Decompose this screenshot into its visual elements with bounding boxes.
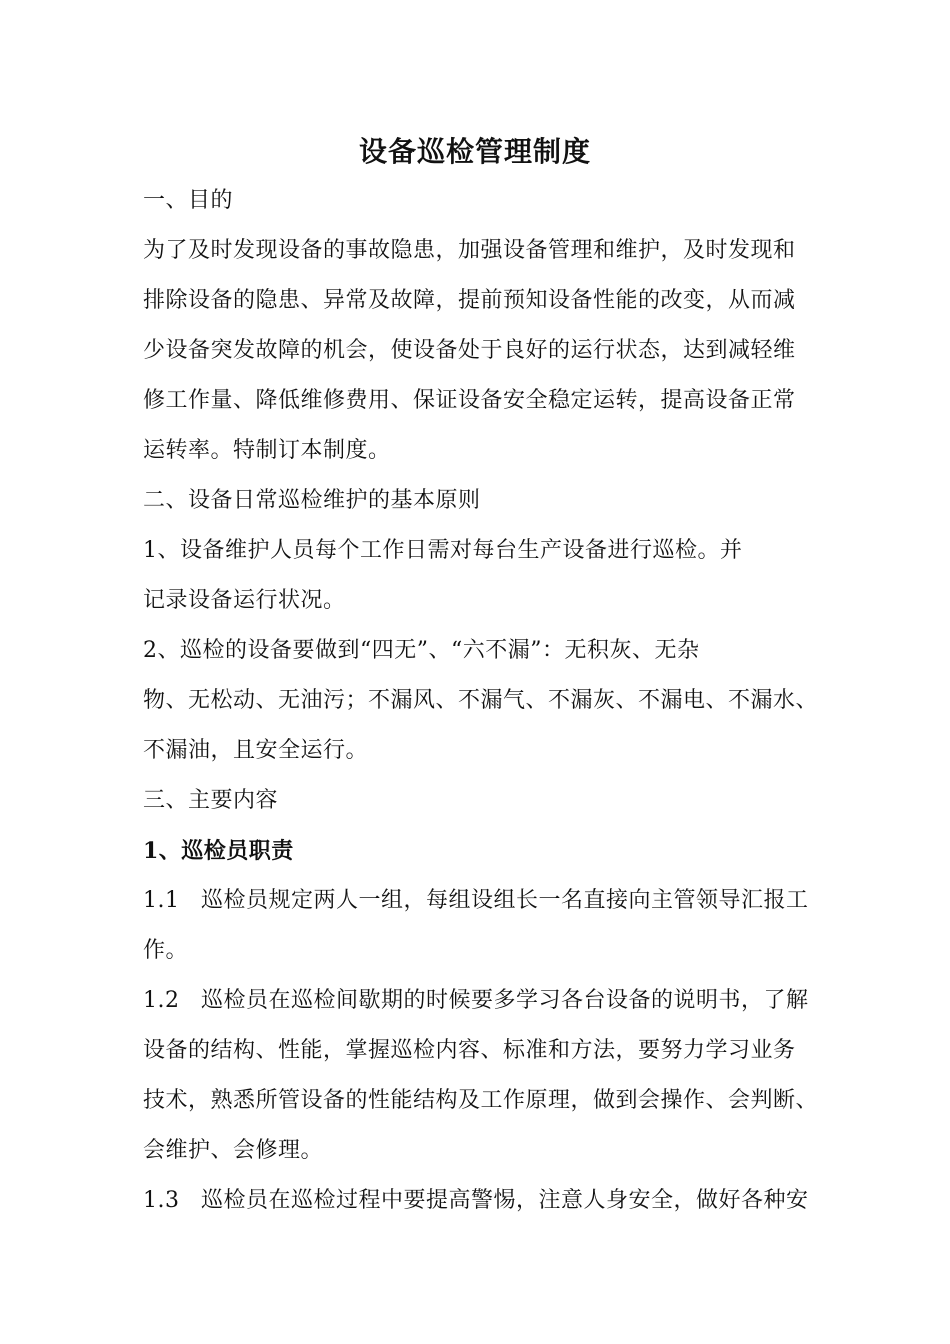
item-text: 巡检员在巡检过程中要提高警惕，注意人身安全，做好各种安 [201,1188,809,1213]
document-title: 设备巡检管理制度 [358,135,591,168]
section-heading-principles: 二、设备日常巡检维护的基本原则 [143,488,481,513]
section-heading-content: 三、主要内容 [143,788,279,813]
paragraph-line: 记录设备运行状况。 [143,588,346,613]
paragraph-line: 为了及时发现设备的事故隐患，加强设备管理和维护，及时发现和 [143,238,796,263]
paragraph-line: 修工作量、降低维修费用、保证设备安全稳定运转，提高设备正常 [143,388,796,413]
paragraph-line: 不漏油，且安全运行。 [143,738,369,763]
paragraph-line: 少设备突发故障的机会，使设备处于良好的运行状态，达到减轻维 [143,338,796,363]
paragraph-line: 会维护、会修理。 [143,1138,324,1163]
paragraph-line: 2、巡检的设备要做到“四无”、“六不漏”：无积灰、无杂 [143,638,700,663]
item-text: 巡检员规定两人一组，每组设组长一名直接向主管领导汇报工 [201,888,809,913]
paragraph-line: 1、设备维护人员每个工作日需对每台生产设备进行巡检。并 [143,538,743,563]
paragraph-line: 作。 [143,938,189,963]
section-heading-purpose: 一、目的 [143,188,234,213]
paragraph-line: 运转率。特制订本制度。 [143,438,391,463]
list-item [143,986,809,1016]
paragraph-line: 物、无松动、无油污；不漏风、不漏气、不漏灰、不漏电、不漏水、 [143,688,819,713]
item-number: 1.1 [143,888,180,913]
item-number: 1.2 [143,988,180,1013]
paragraph-line: 排除设备的隐患、异常及故障，提前预知设备性能的改变，从而减 [143,288,796,313]
subsection-heading-inspector-duties: 1、巡检员职责 [143,838,294,864]
item-text: 巡检员在巡检间歇期的时候要多学习各台设备的说明书，了解 [201,988,809,1013]
paragraph-line: 设备的结构、性能，掌握巡检内容、标准和方法，要努力学习业务 [143,1038,796,1063]
paragraph-line: 技术，熟悉所管设备的性能结构及工作原理，做到会操作、会判断、 [143,1088,819,1113]
list-item [143,1186,809,1216]
list-item [143,886,809,916]
item-number: 1.3 [143,1188,180,1213]
